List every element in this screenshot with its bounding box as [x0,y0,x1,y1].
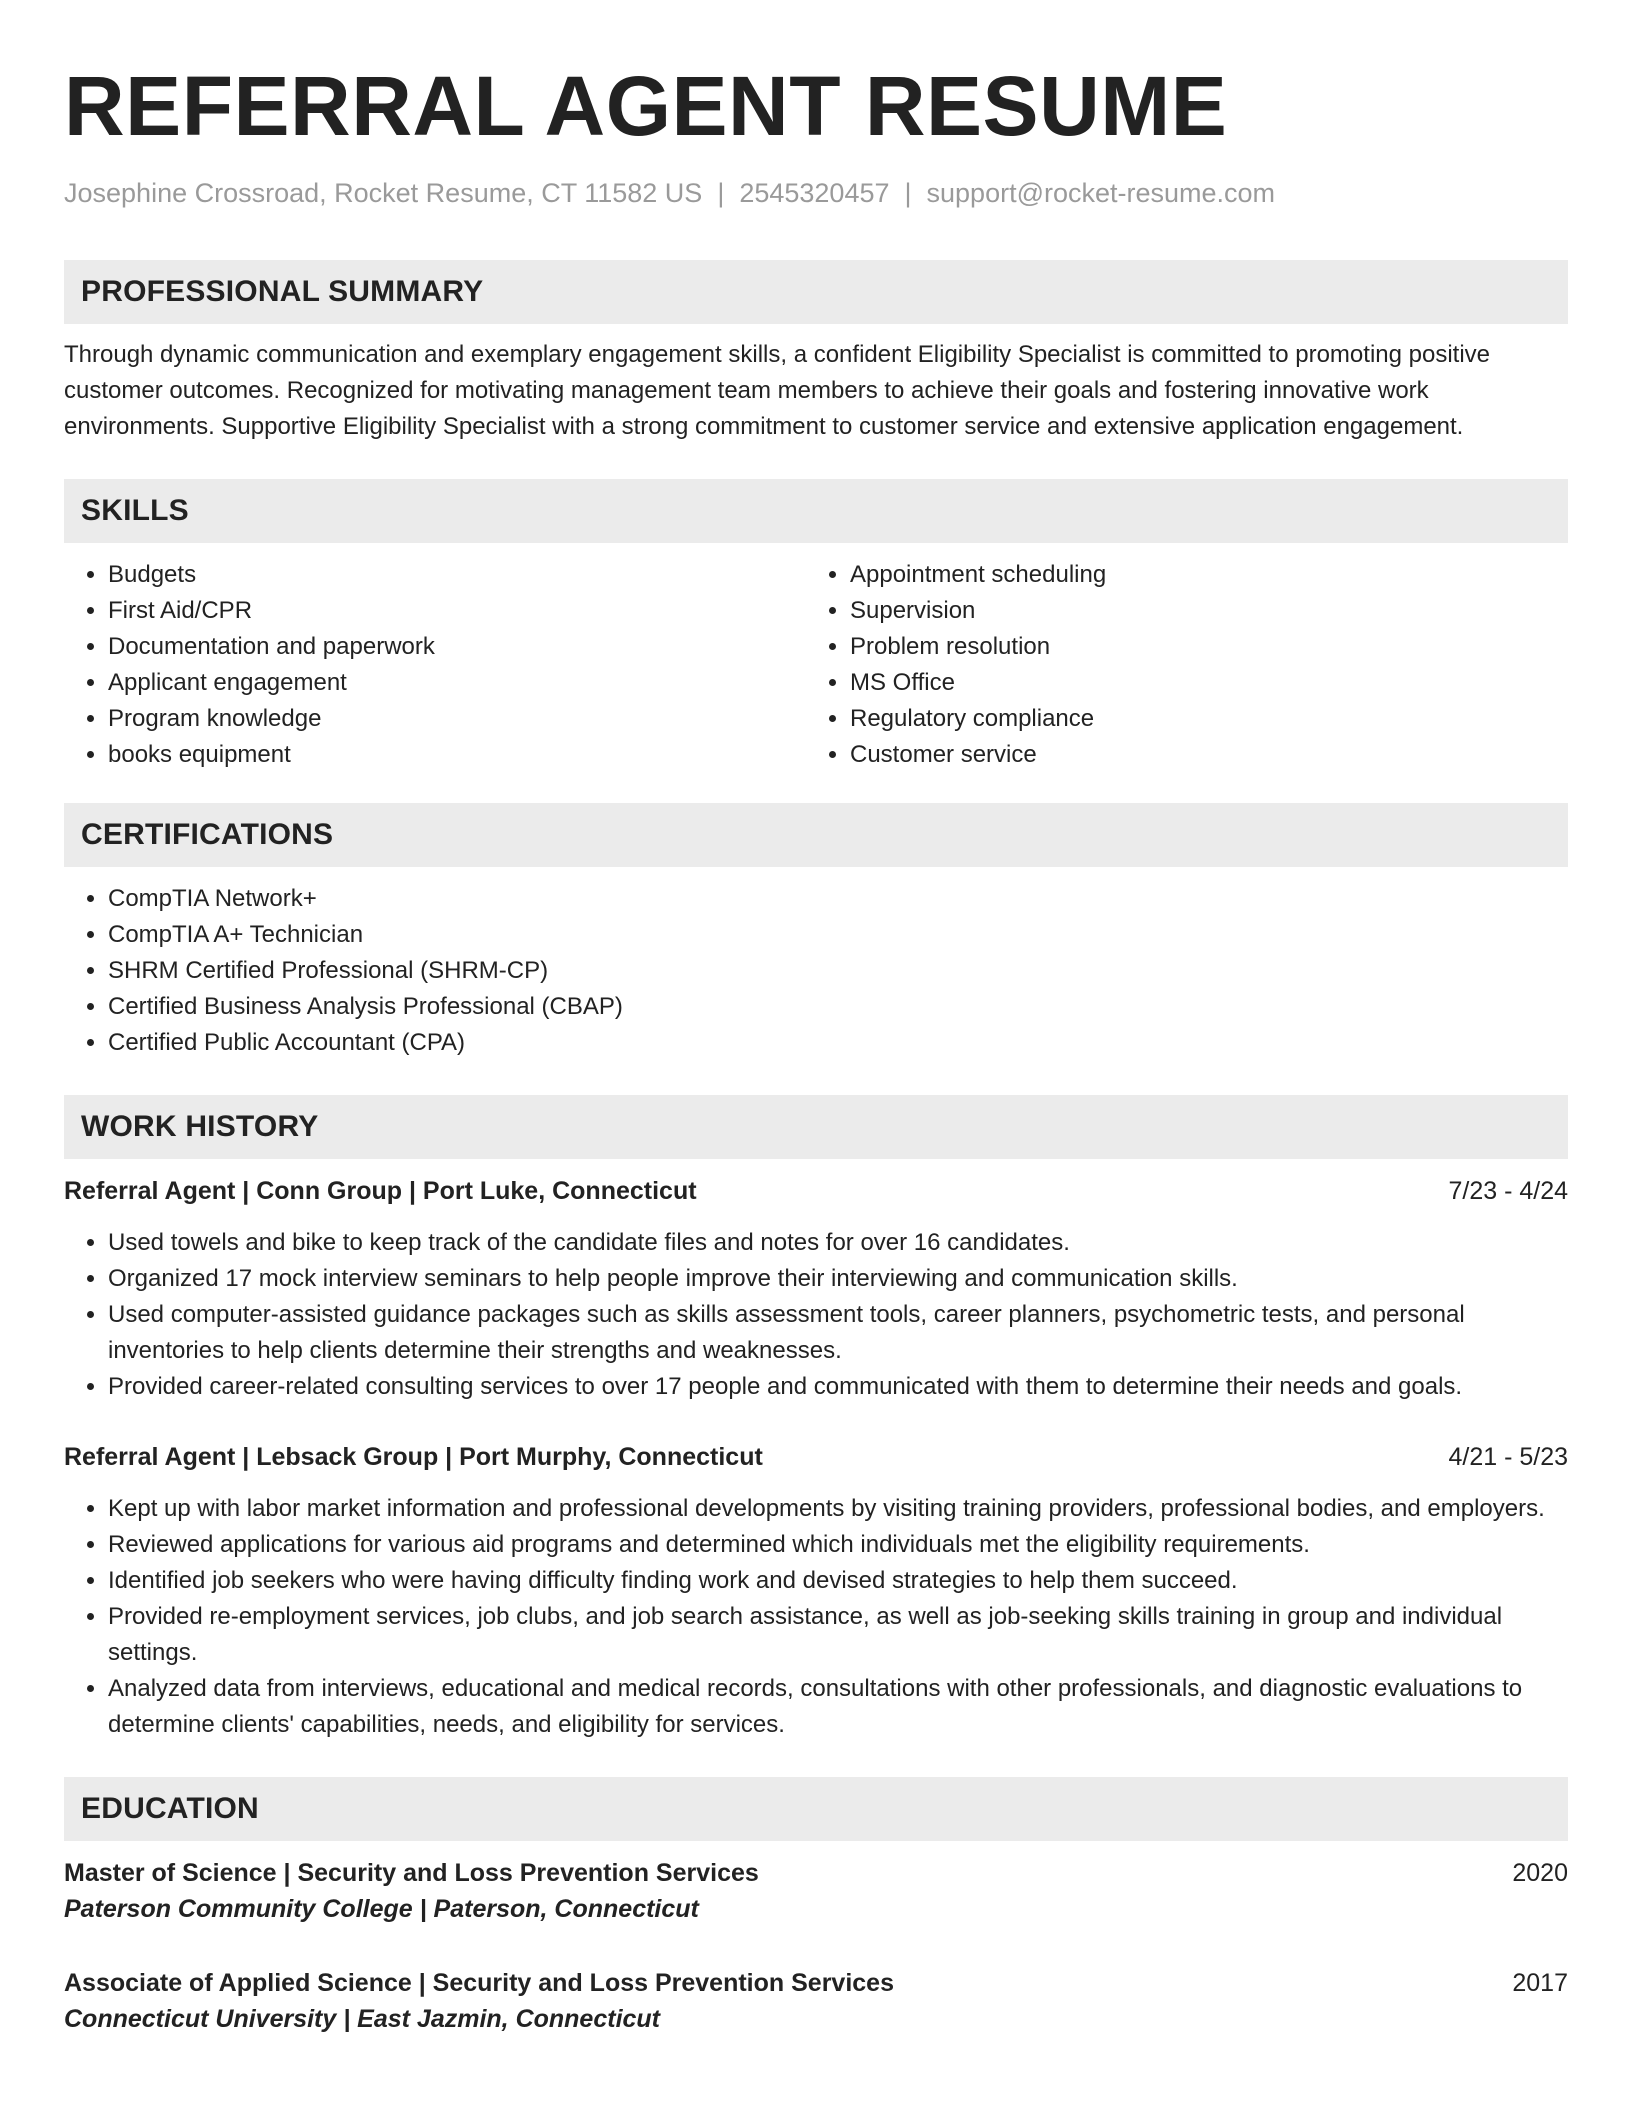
certification-item: • CompTIA A+ Technician [108,917,1568,953]
certifications-section [64,803,1568,1061]
certification-item: • Certified Public Accountant (CPA) [108,1025,1568,1061]
certification-item: • Certified Business Analysis Professional (CBAP) [108,989,1568,1025]
education-heading: EDUCATION [64,1777,1568,1841]
skills-column-left [64,557,806,773]
certifications-heading: CERTIFICATIONS [64,803,1568,867]
education-school: Paterson Community College | Paterson, Connecticut [64,1895,699,1923]
skills-list-left [64,557,806,773]
skills-heading: SKILLS [64,479,1568,543]
skill-item: • Problem resolution [850,629,1548,665]
job-header [64,1173,1568,1209]
contact-email: support@rocket-resume.com [926,178,1276,208]
work-history-section [64,1095,1568,1743]
education-entry [64,1855,1568,1927]
skill-item: • First Aid/CPR [108,593,806,629]
certification-item: • CompTIA Network+ [108,881,1568,917]
skill-item: • Documentation and paperwork [108,629,806,665]
job-title: Referral Agent | Conn Group | Port Luke, Connecticut [64,1177,697,1205]
job-bullet: • Organized 17 mock interview seminars to help people improve their interviewing and communication skills. [108,1261,1568,1297]
education-year: 2020 [1512,1859,1568,1887]
certifications-list [64,881,1568,1061]
certification-item: • SHRM Certified Professional (SHRM-CP) [108,953,1568,989]
job-entry [64,1173,1568,1405]
skills-column-right [806,557,1548,773]
job-dates: 7/23 - 4/24 [1448,1177,1568,1205]
job-bullets [64,1491,1568,1743]
skill-item: • Regulatory compliance [850,701,1548,737]
job-header [64,1439,1568,1475]
contact-phone: 2545320457 [739,178,890,208]
skills-list-right [806,557,1548,773]
skill-item: • Customer service [850,737,1548,773]
education-degree: Associate of Applied Science | Security and Loss Prevention Services [64,1969,894,1997]
contact-address: Josephine Crossroad, Rocket Resume, CT 11582 US [64,178,703,208]
education-degree: Master of Science | Security and Loss Prevention Services [64,1859,759,1887]
job-bullet: • Reviewed applications for various aid programs and determined which individuals met the eligibility requirements. [108,1527,1568,1563]
work-history-heading: WORK HISTORY [64,1095,1568,1159]
job-bullets [64,1225,1568,1405]
skill-item: • MS Office [850,665,1548,701]
summary-heading: PROFESSIONAL SUMMARY [64,260,1568,324]
skill-item: • books equipment [108,737,806,773]
education-section [64,1777,1568,2037]
skill-item: • Supervision [850,593,1548,629]
job-dates: 4/21 - 5/23 [1448,1443,1568,1471]
skill-item: • Applicant engagement [108,665,806,701]
resume-title: REFERRAL AGENT RESUME [64,59,1228,153]
skills-section [64,479,1568,773]
summary-text: Through dynamic communication and exemplary engagement skills, a confident Eligibility Specialist is committed to promoting positive customer outcomes. Recognized for motivating management team members to achieve their goals and fostering innovative work environments. Supportive Eligibility Specialist with a strong commitment to customer service and extensive application engagement. [64,341,1491,440]
job-entry [64,1439,1568,1743]
contact-separator: | [717,178,725,208]
job-title: Referral Agent | Lebsack Group | Port Murphy, Connecticut [64,1443,763,1471]
summary-section [64,260,1568,445]
education-year: 2017 [1512,1969,1568,1997]
contact-line [64,176,1568,210]
contact-separator: | [904,178,912,208]
skill-item: • Program knowledge [108,701,806,737]
skill-item: • Appointment scheduling [850,557,1548,593]
education-header [64,1855,1568,1891]
education-header [64,1965,1568,2001]
education-entry [64,1965,1568,2037]
job-bullet: • Used computer-assisted guidance packages such as skills assessment tools, career planners, psychometric tests, and personal inventories to help clients determine their strengths and weaknesses. [108,1297,1568,1369]
skills-grid [64,557,1568,773]
education-school: Connecticut University | East Jazmin, Connecticut [64,2005,661,2033]
job-bullet: • Provided re-employment services, job clubs, and job search assistance, as well as job-seeking skills training in group and individual settings. [108,1599,1568,1671]
skill-item: • Budgets [108,557,806,593]
job-bullet: • Analyzed data from interviews, educational and medical records, consultations with other professionals, and diagnostic evaluations to determine clients' capabilities, needs, and eligibility for services. [108,1671,1568,1743]
job-bullet: • Provided career-related consulting services to over 17 people and communicated with them to determine their needs and goals. [108,1369,1568,1405]
job-bullet: • Used towels and bike to keep track of the candidate files and notes for over 16 candidates. [108,1225,1568,1261]
job-bullet: • Kept up with labor market information and professional developments by visiting training providers, professional bodies, and employers. [108,1491,1568,1527]
job-bullet: • Identified job seekers who were having difficulty finding work and devised strategies to help them succeed. [108,1563,1568,1599]
